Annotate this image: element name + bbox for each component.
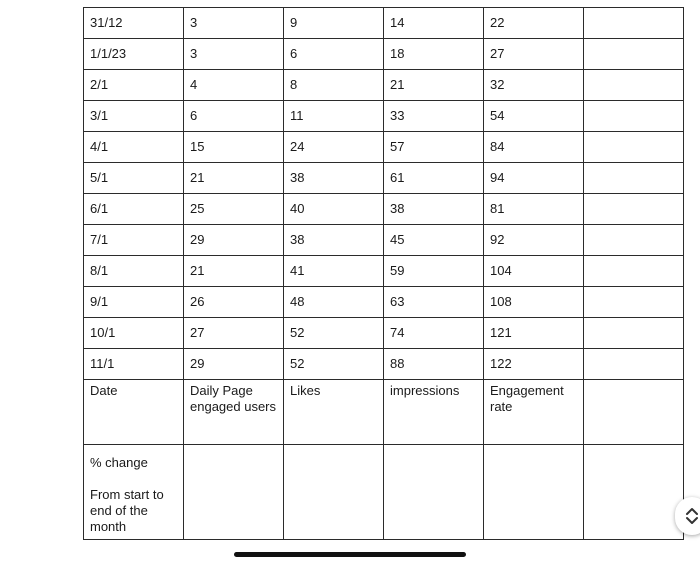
table-cell[interactable]: [584, 256, 684, 287]
header-cell[interactable]: [584, 380, 684, 445]
table-cell[interactable]: 6/1: [84, 194, 184, 225]
table-cell[interactable]: [584, 101, 684, 132]
table-cell[interactable]: [584, 225, 684, 256]
header-cell[interactable]: Likes: [284, 380, 384, 445]
table-cell[interactable]: [584, 349, 684, 380]
table-cell[interactable]: [584, 8, 684, 39]
table-cell[interactable]: 8/1: [84, 256, 184, 287]
data-table: [83, 7, 684, 540]
table-cell[interactable]: [584, 132, 684, 163]
table-cell[interactable]: 38: [284, 225, 384, 256]
table-cell[interactable]: 33: [384, 101, 484, 132]
table-cell[interactable]: [584, 39, 684, 70]
table-cell[interactable]: 3: [184, 39, 284, 70]
table-row: [84, 163, 684, 194]
header-cell[interactable]: Daily Page engaged users: [184, 380, 284, 445]
table-cell[interactable]: 32: [484, 70, 584, 101]
table-cell[interactable]: 27: [184, 318, 284, 349]
header-cell[interactable]: Engagement rate: [484, 380, 584, 445]
table-cell[interactable]: 9/1: [84, 287, 184, 318]
table-cell[interactable]: 92: [484, 225, 584, 256]
table-cell[interactable]: 21: [184, 163, 284, 194]
table-row: [84, 318, 684, 349]
table-cell[interactable]: 14: [384, 8, 484, 39]
percent-change-cell[interactable]: [284, 445, 384, 540]
table-cell[interactable]: 84: [484, 132, 584, 163]
table-row: [84, 70, 684, 101]
home-indicator: [234, 552, 466, 557]
table-cell[interactable]: 54: [484, 101, 584, 132]
table-cell[interactable]: [584, 70, 684, 101]
table-row: [84, 194, 684, 225]
table-row: [84, 101, 684, 132]
scroll-navigation-button[interactable]: [675, 497, 700, 535]
table-cell[interactable]: [584, 287, 684, 318]
table-cell[interactable]: 59: [384, 256, 484, 287]
percent-change-row: [84, 445, 684, 540]
table-cell[interactable]: 11: [284, 101, 384, 132]
table-cell[interactable]: 18: [384, 39, 484, 70]
table-cell[interactable]: 57: [384, 132, 484, 163]
table-cell[interactable]: 108: [484, 287, 584, 318]
header-cell[interactable]: Date: [84, 380, 184, 445]
table-cell[interactable]: 29: [184, 225, 284, 256]
table-cell[interactable]: 21: [384, 70, 484, 101]
table-cell[interactable]: 25: [184, 194, 284, 225]
table-cell[interactable]: 41: [284, 256, 384, 287]
percent-change-cell[interactable]: [184, 445, 284, 540]
table-cell[interactable]: 8: [284, 70, 384, 101]
table-cell[interactable]: 88: [384, 349, 484, 380]
table-cell[interactable]: 29: [184, 349, 284, 380]
table-cell[interactable]: 63: [384, 287, 484, 318]
table-cell[interactable]: [584, 194, 684, 225]
chevron-up-down-icon: [684, 507, 700, 525]
percent-change-cell[interactable]: [484, 445, 584, 540]
header-row: [84, 380, 684, 445]
table-cell[interactable]: 2/1: [84, 70, 184, 101]
table-row: [84, 287, 684, 318]
table-cell[interactable]: 74: [384, 318, 484, 349]
table-cell[interactable]: 48: [284, 287, 384, 318]
table-cell[interactable]: 104: [484, 256, 584, 287]
table-row: [84, 349, 684, 380]
header-cell[interactable]: impressions: [384, 380, 484, 445]
table-cell[interactable]: 38: [384, 194, 484, 225]
table-cell[interactable]: 24: [284, 132, 384, 163]
table-cell[interactable]: 3/1: [84, 101, 184, 132]
table-cell[interactable]: 7/1: [84, 225, 184, 256]
table-cell[interactable]: 26: [184, 287, 284, 318]
table-cell[interactable]: 11/1: [84, 349, 184, 380]
table-cell[interactable]: 6: [284, 39, 384, 70]
table-cell[interactable]: 6: [184, 101, 284, 132]
table-cell[interactable]: 4/1: [84, 132, 184, 163]
table-cell[interactable]: 9: [284, 8, 384, 39]
table-cell[interactable]: 122: [484, 349, 584, 380]
table-row: [84, 256, 684, 287]
table-cell[interactable]: 3: [184, 8, 284, 39]
percent-change-label: % change: [90, 455, 148, 470]
table-cell[interactable]: 27: [484, 39, 584, 70]
table-cell[interactable]: 1/1/23: [84, 39, 184, 70]
table-cell[interactable]: 10/1: [84, 318, 184, 349]
table-cell[interactable]: 121: [484, 318, 584, 349]
table-cell[interactable]: 52: [284, 349, 384, 380]
table-cell[interactable]: 31/12: [84, 8, 184, 39]
percent-change-cell[interactable]: [384, 445, 484, 540]
table-cell[interactable]: 94: [484, 163, 584, 194]
percent-change-label-cell[interactable]: [84, 445, 184, 540]
table-row: [84, 39, 684, 70]
table-row: [84, 8, 684, 39]
table-cell[interactable]: 15: [184, 132, 284, 163]
table-row: [84, 132, 684, 163]
percent-change-sublabel: From start to end of the month: [90, 487, 164, 534]
percent-change-cell[interactable]: [584, 445, 684, 540]
table-cell[interactable]: 22: [484, 8, 584, 39]
table-cell[interactable]: 52: [284, 318, 384, 349]
table-cell[interactable]: 61: [384, 163, 484, 194]
table-cell[interactable]: 81: [484, 194, 584, 225]
table-cell[interactable]: 21: [184, 256, 284, 287]
table-cell[interactable]: 5/1: [84, 163, 184, 194]
table-cell[interactable]: 45: [384, 225, 484, 256]
table-row: [84, 225, 684, 256]
table-cell[interactable]: 38: [284, 163, 384, 194]
table-cell[interactable]: [584, 163, 684, 194]
table-cell[interactable]: 4: [184, 70, 284, 101]
table-cell[interactable]: [584, 318, 684, 349]
table-cell[interactable]: 40: [284, 194, 384, 225]
